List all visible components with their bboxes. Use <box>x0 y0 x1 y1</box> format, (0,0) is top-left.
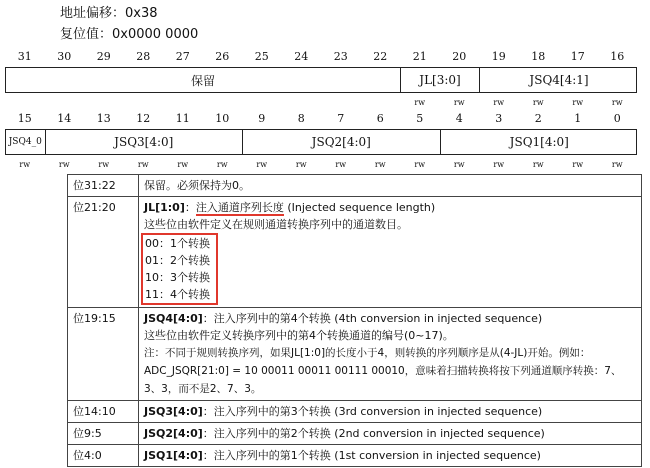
reset-value: 复位值：0x0000 0000 <box>60 27 199 42</box>
bit-range: 位31:22 <box>68 175 139 197</box>
highlighted-options: 00：1个转换 01：2个转换 10：3个转换 11：4个转换 <box>141 233 218 305</box>
register-lower-half <box>5 129 637 155</box>
table-row <box>68 308 642 401</box>
rw-label: rw <box>414 98 426 107</box>
bit-number: 22 <box>373 50 388 63</box>
rw-label: rw <box>611 160 623 169</box>
rw-label: rw <box>532 98 544 107</box>
bit-number: 15 <box>17 112 32 125</box>
rw-label: rw <box>453 160 465 169</box>
bit-number: 18 <box>531 50 546 63</box>
bit-number: 2 <box>534 112 542 125</box>
rw-label: rw <box>58 160 70 169</box>
bit-number: 20 <box>452 50 467 63</box>
bit-number: 13 <box>96 112 111 125</box>
table-row <box>68 445 642 467</box>
bit-range: 位19:15 <box>68 308 139 401</box>
bit-number: 6 <box>376 112 384 125</box>
register-field: JSQ2[4:0] <box>243 130 441 154</box>
bit-number: 4 <box>455 112 463 125</box>
bit-number: 19 <box>491 50 506 63</box>
address-offset: 地址偏移：0x38 <box>60 6 158 21</box>
table-row <box>68 175 642 197</box>
bit-description: JSQ2[4:0]：注入序列中的第2个转换 (2nd conversion in injected sequence) <box>139 423 642 445</box>
bit-number: 5 <box>416 112 424 125</box>
bit-number: 25 <box>254 50 269 63</box>
rw-label: rw <box>611 98 623 107</box>
table-row <box>68 197 642 308</box>
bit-number: 31 <box>17 50 32 63</box>
highlighted-title: 注入通道序列长度 <box>195 201 284 214</box>
bit-number: 9 <box>258 112 266 125</box>
bit-description-table <box>67 174 642 467</box>
register-upper-half <box>5 67 637 93</box>
rw-label: rw <box>137 160 149 169</box>
bit-description: JSQ1[4:0]：注入序列中的第1个转换 (1st conversion in injected sequence) <box>139 445 642 467</box>
rw-label: rw <box>493 98 505 107</box>
rw-label: rw <box>493 160 505 169</box>
rw-label: rw <box>374 160 386 169</box>
rw-label: rw <box>532 160 544 169</box>
register-field: JSQ4[4:1] <box>529 73 589 87</box>
bit-number: 0 <box>613 112 621 125</box>
bit-number: 8 <box>297 112 305 125</box>
register-field: JL[3:0] <box>401 68 480 92</box>
bit-description: 保留。必须保持为0。 <box>139 175 642 197</box>
rw-label: rw <box>335 160 347 169</box>
register-field: JSQ3[4:0] <box>46 130 244 154</box>
bit-number: 21 <box>412 50 427 63</box>
bit-description: JSQ3[4:0]：注入序列中的第3个转换 (3rd conversion in injected sequence) <box>139 401 642 423</box>
rw-label: rw <box>572 160 584 169</box>
bit-number: 23 <box>333 50 348 63</box>
table-row <box>68 423 642 445</box>
table-row <box>68 401 642 423</box>
bit-description: JSQ4[4:0]：注入序列中的第4个转换 (4th conversion in injected sequence) 这些位由软件定义转换序列中的第4个转换通道的编号(0~17)。 注：不同于规则转换序列，如果JL[1:0]的长度小于4，则转换的序列顺序是从(4-JL)开始。例如：ADC_JSQR[21:0] = 10 00011 00011 00111 00010，意味着扫描转换将按下列通道顺序转换：7、3、3，而不是2、7、3。 <box>139 308 642 401</box>
bit-number: 27 <box>175 50 190 63</box>
register-field: JSQ4_0 <box>6 130 46 154</box>
bit-number: 11 <box>175 112 190 125</box>
note-text: 注：不同于规则转换序列，如果JL[1:0]的长度小于4，则转换的序列顺序是从(4-JL)开始。例如：ADC_JSQR[21:0] = 10 00011 00011 00111 00010，意味着扫描转换将按下列通道顺序转换：7、3、3，而不是2、7、3。 <box>144 347 622 395</box>
bit-description: JL[1:0]：注入通道序列长度 (Injected sequence length) 这些位由软件定义在规则通道转换序列中的通道数目。 00：1个转换 01：2个转换 10：3个转换 11：4个转换 <box>139 197 642 308</box>
rw-label: rw <box>572 98 584 107</box>
bit-number: 28 <box>136 50 151 63</box>
bit-number: 1 <box>574 112 582 125</box>
bit-number: 12 <box>136 112 151 125</box>
rw-label: rw <box>216 160 228 169</box>
bit-range: 位4:0 <box>68 445 139 467</box>
bit-number: 16 <box>610 50 625 63</box>
rw-label: rw <box>295 160 307 169</box>
rw-label: rw <box>414 160 426 169</box>
rw-label: rw <box>19 160 31 169</box>
register-field: JSQ1[4:0] <box>509 135 569 149</box>
bit-number: 26 <box>215 50 230 63</box>
rw-label: rw <box>177 160 189 169</box>
bit-range: 位9:5 <box>68 423 139 445</box>
rw-label: rw <box>98 160 110 169</box>
register-field: 保留 <box>6 68 401 92</box>
bit-range: 位14:10 <box>68 401 139 423</box>
bit-number: 17 <box>570 50 585 63</box>
bit-number: 3 <box>495 112 503 125</box>
bit-number: 7 <box>337 112 345 125</box>
bit-number: 14 <box>57 112 72 125</box>
bit-range: 位21:20 <box>68 197 139 308</box>
bit-number: 24 <box>294 50 309 63</box>
rw-label: rw <box>453 98 465 107</box>
rw-label: rw <box>256 160 268 169</box>
bit-number: 10 <box>215 112 230 125</box>
bit-number: 30 <box>57 50 72 63</box>
bit-number: 29 <box>96 50 111 63</box>
